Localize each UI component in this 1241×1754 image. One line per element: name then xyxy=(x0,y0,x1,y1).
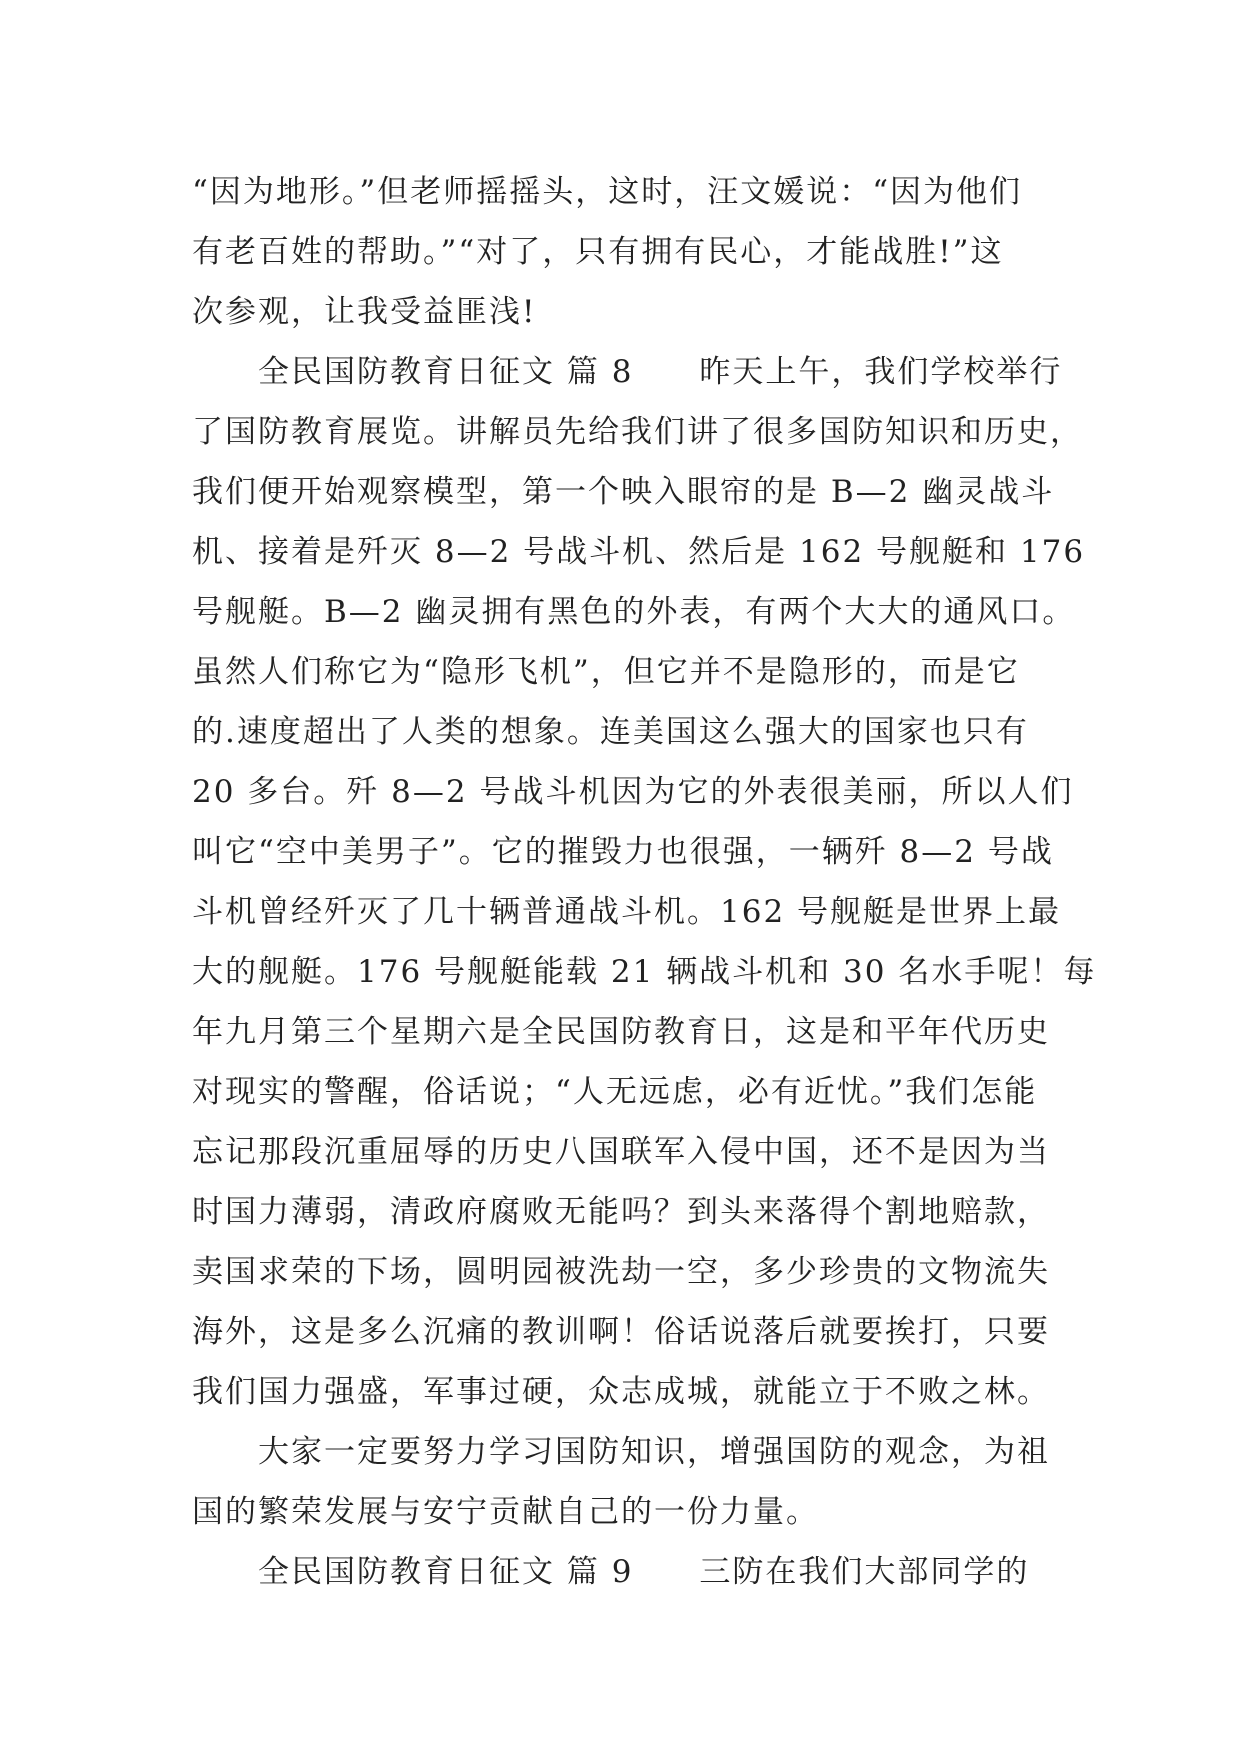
text-line: 对现实的警醒，俗话说；“人无远虑，必有近忧。”我们怎能 xyxy=(192,1074,1038,1110)
section-heading-line: 全民国防教育日征文 篇 8 昨天上午，我们学校举行 xyxy=(258,354,1063,390)
text-line: 我们国力强盛，军事过硬，众志成城，就能立于不败之林。 xyxy=(192,1374,1050,1410)
text-line: 的.速度超出了人类的想象。连美国这么强大的国家也只有 xyxy=(192,714,1029,750)
paragraph-start-line: 大家一定要努力学习国防知识，增强国防的观念，为祖 xyxy=(258,1434,1050,1470)
text-line: 次参观，让我受益匪浅! xyxy=(192,294,537,330)
text-line: 了国防教育展览。讲解员先给我们讲了很多国防知识和历史， xyxy=(192,414,1083,450)
text-line: 忘记那段沉重屈辱的历史八国联军入侵中国，还不是因为当 xyxy=(192,1134,1050,1170)
section-heading-line: 全民国防教育日征文 篇 9 三防在我们大部同学的 xyxy=(258,1554,1030,1590)
text-line: 大的舰艇。176 号舰艇能载 21 辆战斗机和 30 名水手呢！每 xyxy=(192,954,1097,990)
text-line: 20 多台。歼 8—2 号战斗机因为它的外表很美丽，所以人们 xyxy=(192,774,1074,810)
text-line: “因为地形。”但老师摇摇头，这时，汪文媛说：“因为他们 xyxy=(192,174,1023,210)
text-line: 海外，这是多么沉痛的教训啊！俗话说落后就要挨打，只要 xyxy=(192,1314,1050,1350)
text-line: 斗机曾经歼灭了几十辆普通战斗机。162 号舰艇是世界上最 xyxy=(192,894,1062,930)
text-line: 有老百姓的帮助。”“对了，只有拥有民心，才能战胜!”这 xyxy=(192,234,1004,270)
text-line: 年九月第三个星期六是全民国防教育日，这是和平年代历史 xyxy=(192,1014,1050,1050)
text-line: 国的繁荣发展与安宁贡献自己的一份力量。 xyxy=(192,1494,819,1530)
text-line: 虽然人们称它为“隐形飞机”，但它并不是隐形的，而是它 xyxy=(192,654,1020,690)
essay-text xyxy=(192,162,1097,1602)
text-line: 号舰艇。B—2 幽灵拥有黑色的外表，有两个大大的通风口。 xyxy=(192,594,1076,630)
text-line: 叫它“空中美男子”。它的摧毁力也很强，一辆歼 8—2 号战 xyxy=(192,834,1054,870)
text-line: 时国力薄弱，清政府腐败无能吗？到头来落得个割地赔款， xyxy=(192,1194,1050,1230)
text-line: 卖国求荣的下场，圆明园被洗劫一空，多少珍贵的文物流失 xyxy=(192,1254,1050,1290)
text-line: 我们便开始观察模型，第一个映入眼帘的是 B—2 幽灵战斗 xyxy=(192,474,1055,510)
text-line: 机、接着是歼灭 8—2 号战斗机、然后是 162 号舰艇和 176 xyxy=(192,534,1086,570)
